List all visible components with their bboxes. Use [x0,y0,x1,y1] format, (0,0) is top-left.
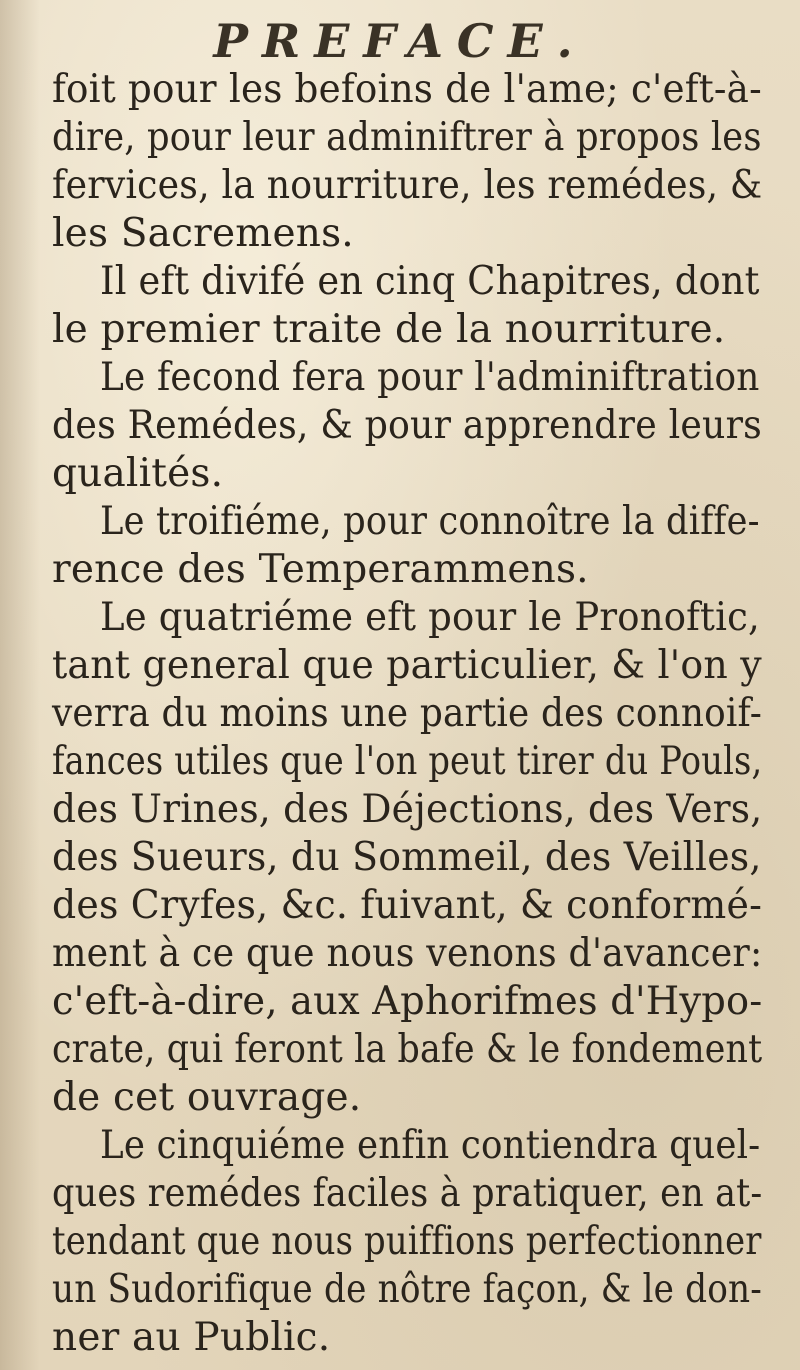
text-line: Le quatriéme eft pour le Pronoftic, [100,595,760,640]
text-line: Il eft divifé en cinq Chapitres, dont [100,259,760,304]
text-line: fervices, la nourriture, les remédes, & [52,163,763,208]
text-line: des Urines, des Déjections, des Vers, [52,787,763,832]
text-line: verra du moins une partie des connoif- [52,691,762,736]
text-line: tendant que nous puiffions perfectionner [52,1219,762,1264]
text-line: ques remédes faciles à pratiquer, en at- [52,1171,763,1216]
text-line: de cet ouvrage. [52,1075,362,1120]
text-line: Le troifiéme, pour connoître la diffe- [100,499,760,544]
text-line: les Sacremens. [52,211,354,256]
text-line: ner au Public. [52,1315,331,1360]
text-line: Le fecond fera pour l'adminiftration [100,355,760,400]
text-line: qualités. [52,451,224,496]
text-line: foit pour les befoins de l'ame; c'eft-à- [52,67,762,112]
text-line: dire, pour leur adminiftrer à propos les [52,115,762,160]
text-line: crate, qui feront la bafe & le fondement [52,1027,763,1072]
text-line: tant general que particulier, & l'on y [52,643,762,688]
text-line: le premier traite de la nourriture. [52,307,726,352]
text-line: des Cryfes, &c. fuivant, & conformé- [52,883,763,928]
text-line: c'eft-à-dire, aux Aphorifmes d'Hypo- [52,979,763,1024]
text-line: des Sueurs, du Sommeil, des Veilles, [52,835,762,880]
text-line: ment à ce que nous venons d'avancer: [52,931,763,976]
text-line: des Remédes, & pour apprendre leurs [52,403,762,448]
running-header: PREFACE. [213,14,587,68]
text-line: un Sudorifique de nôtre façon, & le don- [52,1267,763,1312]
text-line: Le cinquiéme enfin contiendra quel- [100,1123,761,1168]
text-line: fances utiles que l'on peut tirer du Pouls, [52,739,763,784]
text-line: rence des Temperammens. [52,547,589,592]
